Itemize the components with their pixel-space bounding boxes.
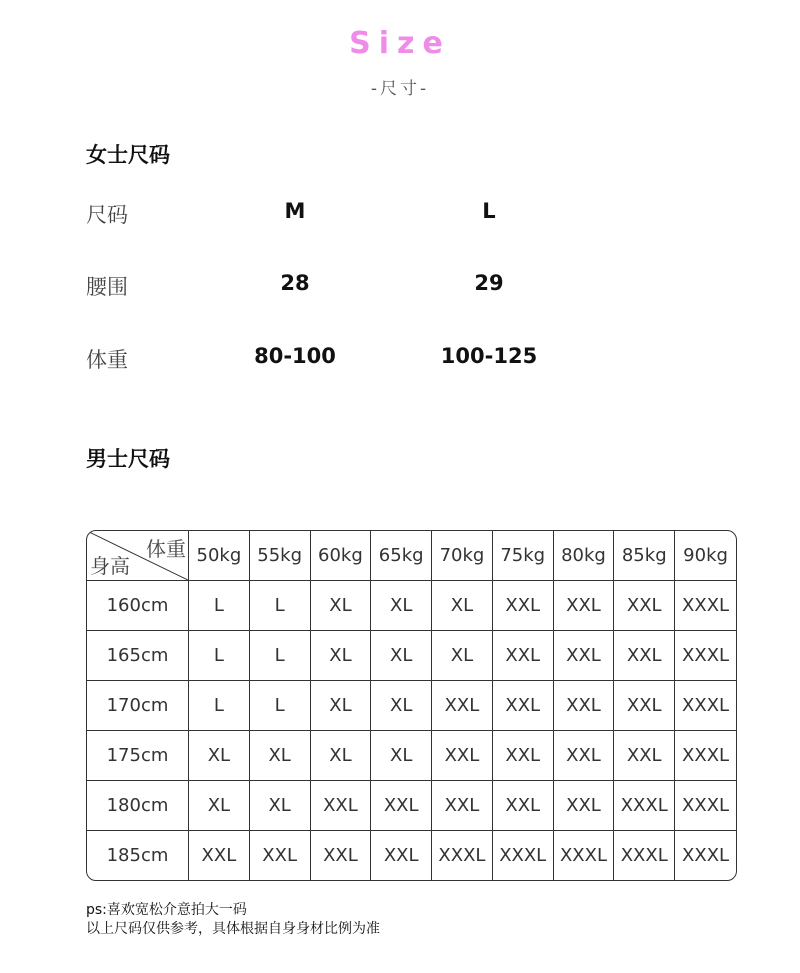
size-cell: XXL [493, 731, 554, 781]
size-cell: XXXL [432, 831, 493, 880]
size-cell: XL [250, 731, 311, 781]
table-header-row [87, 531, 736, 581]
size-cell: XXXL [493, 831, 554, 880]
note-line-2: 以上尺码仅供参考，具体根据自身身材比例为准 [86, 921, 380, 937]
size-cell: L [189, 581, 250, 631]
women-size-heading: 女士尺码 [86, 143, 170, 167]
height-cell: 180cm [87, 781, 189, 831]
size-cell: XXXL [614, 831, 675, 880]
table-row [87, 631, 736, 681]
size-cell: XXXL [675, 631, 736, 681]
note-line-1: ps:喜欢宽松介意拍大一码 [86, 902, 247, 918]
size-cell: XXL [493, 781, 554, 831]
size-cell: XXL [432, 731, 493, 781]
women-row-waist [0, 271, 800, 301]
size-cell: L [189, 631, 250, 681]
size-cell: XL [371, 731, 432, 781]
size-cell: XXL [554, 731, 615, 781]
size-cell: XXL [371, 831, 432, 880]
size-cell: XXXL [614, 781, 675, 831]
table-row [87, 681, 736, 731]
weight-value: 100-125 [440, 344, 538, 368]
height-cell: 170cm [87, 681, 189, 731]
size-cell: L [250, 631, 311, 681]
size-value: M [284, 199, 306, 223]
weight-value: 80-100 [254, 344, 336, 368]
corner-header-cell [87, 531, 189, 581]
height-cell: 165cm [87, 631, 189, 681]
size-cell: XL [189, 781, 250, 831]
size-cell: XXL [614, 681, 675, 731]
size-cell: XL [250, 781, 311, 831]
weight-header-cell: 85kg [614, 531, 675, 581]
size-cell: XL [432, 631, 493, 681]
waist-value: 29 [474, 271, 504, 295]
weight-header-cell: 70kg [432, 531, 493, 581]
size-cell: XXL [554, 581, 615, 631]
size-cell: XXL [614, 581, 675, 631]
row-label: 腰围 [86, 275, 128, 299]
table-row [87, 581, 736, 631]
weight-header-cell: 75kg [493, 531, 554, 581]
size-cell: XXXL [682, 845, 730, 866]
men-size-heading: 男士尺码 [86, 447, 170, 471]
table-row [87, 831, 736, 880]
size-cell: XXXL [675, 781, 736, 831]
size-cell: XXXL [554, 831, 615, 880]
size-cell: XXXL [675, 681, 736, 731]
size-cell: XXXL [675, 731, 736, 781]
weight-header-cell: 55kg [250, 531, 311, 581]
size-cell: XXL [493, 681, 554, 731]
size-cell: XXL [554, 781, 615, 831]
size-cell: XXL [554, 631, 615, 681]
size-cell: XL [311, 731, 372, 781]
size-cell: XL [311, 581, 372, 631]
size-cell: XXL [189, 831, 250, 880]
size-cell: XL [311, 681, 372, 731]
size-cell: XXXL [675, 581, 736, 631]
size-cell: XXL [493, 631, 554, 681]
women-row-weight [0, 344, 800, 374]
page-subtitle: -尺寸- [370, 79, 430, 99]
height-cell: 185cm [87, 831, 189, 880]
table-row [87, 731, 736, 781]
row-label: 体重 [86, 348, 128, 372]
size-cell: XXL [371, 781, 432, 831]
height-cell: 160cm [87, 581, 189, 631]
size-cell: XXL [493, 581, 554, 631]
weight-header-cell: 60kg [311, 531, 372, 581]
size-cell: L [189, 681, 250, 731]
size-value: L [482, 199, 496, 223]
waist-value: 28 [280, 271, 310, 295]
size-cell: XL [371, 681, 432, 731]
height-cell: 175cm [87, 731, 189, 781]
weight-header-cell: 80kg [554, 531, 615, 581]
size-cell: XXL [554, 681, 615, 731]
weight-header-cell: 50kg [189, 531, 250, 581]
size-cell: XXL [311, 831, 372, 880]
row-label: 尺码 [86, 203, 128, 227]
size-cell: XL [189, 731, 250, 781]
size-cell: XL [432, 581, 493, 631]
size-cell: XXL [614, 631, 675, 681]
size-cell: XXL [432, 781, 493, 831]
table-row [87, 781, 736, 831]
page-title: Size [349, 26, 451, 61]
size-cell: XL [371, 581, 432, 631]
weight-axis-label: 体重 [146, 537, 186, 561]
men-size-table [86, 530, 737, 881]
size-cell: XL [311, 631, 372, 681]
size-cell: XXL [432, 681, 493, 731]
size-cell: L [250, 581, 311, 631]
size-cell: XL [371, 631, 432, 681]
weight-header-cell: 90kg [675, 531, 736, 581]
weight-header-cell: 65kg [371, 531, 432, 581]
size-cell: XXL [614, 731, 675, 781]
size-cell: XXL [311, 781, 372, 831]
height-axis-label: 身高 [90, 554, 130, 578]
size-cell: L [250, 681, 311, 731]
women-row-size [0, 199, 800, 229]
size-cell: XXL [250, 831, 311, 880]
